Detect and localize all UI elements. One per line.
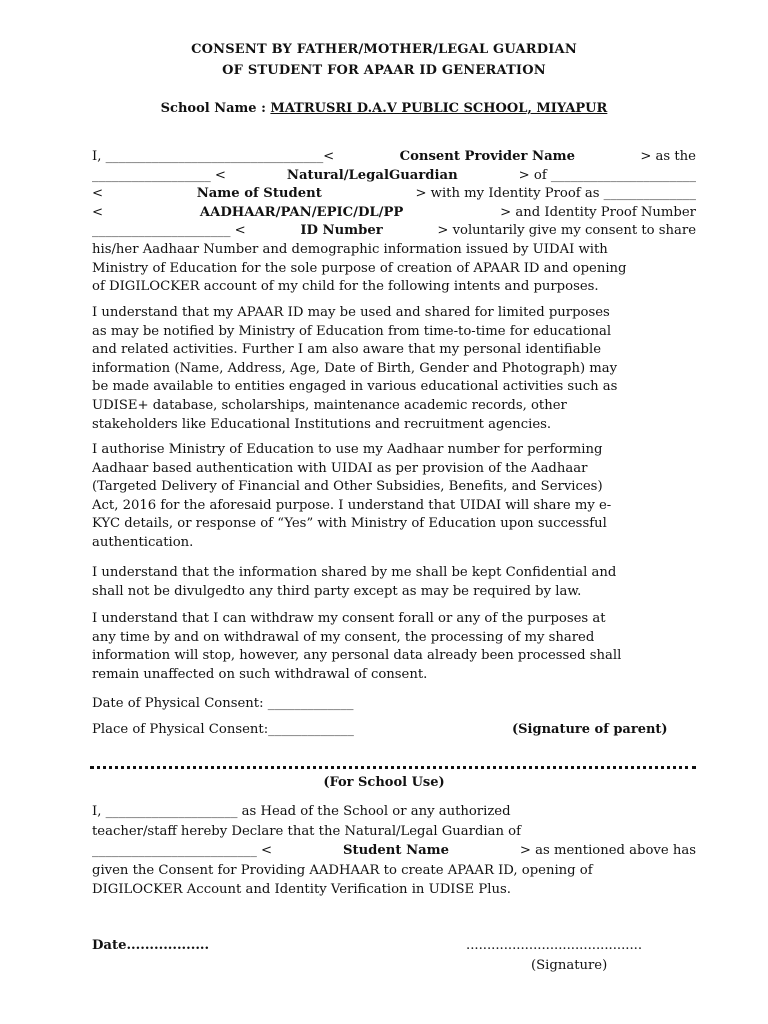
dotted-divider bbox=[90, 766, 696, 769]
paragraph-line: be made available to entities engaged in various educational activities such as bbox=[92, 379, 618, 395]
consent-line-6: his/her Aadhaar Number and demographic information issued by UIDAI with bbox=[92, 241, 608, 257]
school-use-student-name-label: Student Name bbox=[342, 843, 450, 858]
signature-label: (Signature) bbox=[531, 958, 608, 973]
paragraph-confidentiality bbox=[92, 564, 696, 601]
school-name-label: School Name : bbox=[160, 101, 271, 116]
consent-declaration bbox=[92, 148, 696, 297]
paragraph-line: I understand that I can withdraw my consent forall or any of the purposes at bbox=[92, 611, 606, 626]
date-of-physical-consent: Date of Physical Consent: _____________ bbox=[92, 696, 354, 711]
parent-signature-label: (Signature of parent) bbox=[512, 722, 668, 737]
paragraph-line: Aadhaar based authentication with UIDAI as per provision of the Aadhaar bbox=[92, 460, 588, 476]
consent-provider-name-label: Consent Provider Name bbox=[399, 149, 575, 164]
paragraph-line: stakeholders like Educational Institutions and recruitment agencies. bbox=[92, 416, 552, 432]
paragraph-line: and related activities. Further I am also aware that my personal identifiable bbox=[92, 342, 602, 358]
school-use-line-2: teacher/staff hereby Declare that the Natural/Legal Guardian of bbox=[92, 823, 521, 839]
paragraph-line: I authorise Ministry of Education to use my Aadhaar number for performing bbox=[92, 442, 603, 457]
consent-line3-tail: > with my Identity Proof as ______________ bbox=[415, 186, 696, 202]
id-number-blank: _____________________ < bbox=[92, 223, 246, 239]
paragraph-line: I understand that my APAAR ID may be used and shared for limited purposes bbox=[92, 305, 610, 320]
paragraph-line: shall not be divulgedto any third party except as may be required by law. bbox=[92, 583, 582, 599]
paragraph-apaar-usage bbox=[92, 304, 696, 434]
paragraph-line: KYC details, or response of “Yes” with Ministry of Education upon successful bbox=[92, 516, 607, 532]
student-name-label: Name of Student bbox=[196, 186, 322, 202]
paragraph-line: information will stop, however, any personal data already been processed shall bbox=[92, 648, 622, 664]
school-use-title: (For School Use) bbox=[323, 775, 445, 790]
consent-provider-blank: I, _________________________________< bbox=[92, 149, 335, 164]
paragraph-authorisation bbox=[92, 441, 696, 553]
consent-line4-lead: < bbox=[92, 204, 104, 220]
student-name-blank: _________________________ < bbox=[92, 843, 273, 858]
guardian-blank: __________________ < bbox=[92, 167, 226, 183]
paragraph-line: remain unaffected on such withdrawal of consent. bbox=[92, 666, 428, 682]
form-title-line-2: OF STUDENT FOR APAAR ID GENERATION bbox=[222, 63, 546, 78]
consent-line3-lead: < bbox=[92, 186, 104, 202]
paragraph-withdrawal bbox=[92, 610, 696, 684]
school-use-line-5: DIGILOCKER Account and Identity Verification in UDISE Plus. bbox=[92, 882, 511, 897]
paragraph-line: information (Name, Address, Age, Date of Birth, Gender and Photograph) may bbox=[92, 360, 618, 376]
consent-line-7: Ministry of Education for the sole purpose of creation of APAAR ID and opening bbox=[92, 260, 627, 276]
paragraph-line: Act, 2016 for the aforesaid purpose. I understand that UIDAI will share my e- bbox=[92, 497, 612, 513]
school-use-line-4: given the Consent for Providing AADHAAR to create APAAR ID, opening of bbox=[92, 862, 593, 878]
paragraph-line: any time by and on withdrawal of my consent, the processing of my shared bbox=[92, 629, 595, 645]
signature-line: .......................................... bbox=[466, 938, 643, 953]
id-number-label: ID Number bbox=[300, 223, 383, 239]
school-use-line-1: I, ____________________ as Head of the School or any authorized bbox=[92, 804, 511, 819]
consent-line5-tail: > voluntarily give my consent to share bbox=[437, 223, 696, 239]
consent-line2-tail: > of ______________________ bbox=[518, 167, 696, 183]
consent-line4-tail: > and Identity Proof Number bbox=[500, 204, 696, 220]
school-name-value: MATRUSRI D.A.V PUBLIC SCHOOL, MIYAPUR bbox=[270, 101, 608, 116]
paragraph-line: authentication. bbox=[92, 534, 194, 550]
school-name-row bbox=[0, 101, 768, 116]
guardian-type-label: Natural/LegalGuardian bbox=[286, 167, 458, 183]
paragraph-line: (Targeted Delivery of Financial and Other Subsidies, Benefits, and Services) bbox=[92, 479, 603, 495]
school-use-line3-tail: > as mentioned above has bbox=[519, 843, 696, 858]
school-use-declaration bbox=[92, 802, 696, 900]
consent-line-8: of DIGILOCKER account of my child for the following intents and purposes. bbox=[92, 279, 599, 295]
footer-date: Date.................. bbox=[92, 938, 210, 953]
consent-line1-tail: > as the bbox=[640, 149, 696, 164]
place-of-physical-consent: Place of Physical Consent:_____________ bbox=[92, 722, 354, 737]
paragraph-line: UDISE+ database, scholarships, maintenance academic records, other bbox=[92, 397, 567, 413]
paragraph-line: I understand that the information shared by me shall be kept Confidential and bbox=[92, 565, 617, 580]
paragraph-line: as may be notified by Ministry of Education from time-to-time for educational bbox=[92, 323, 612, 339]
form-title-line-1: CONSENT BY FATHER/MOTHER/LEGAL GUARDIAN bbox=[191, 42, 577, 57]
id-proof-type-label: AADHAAR/PAN/EPIC/DL/PP bbox=[199, 204, 404, 220]
